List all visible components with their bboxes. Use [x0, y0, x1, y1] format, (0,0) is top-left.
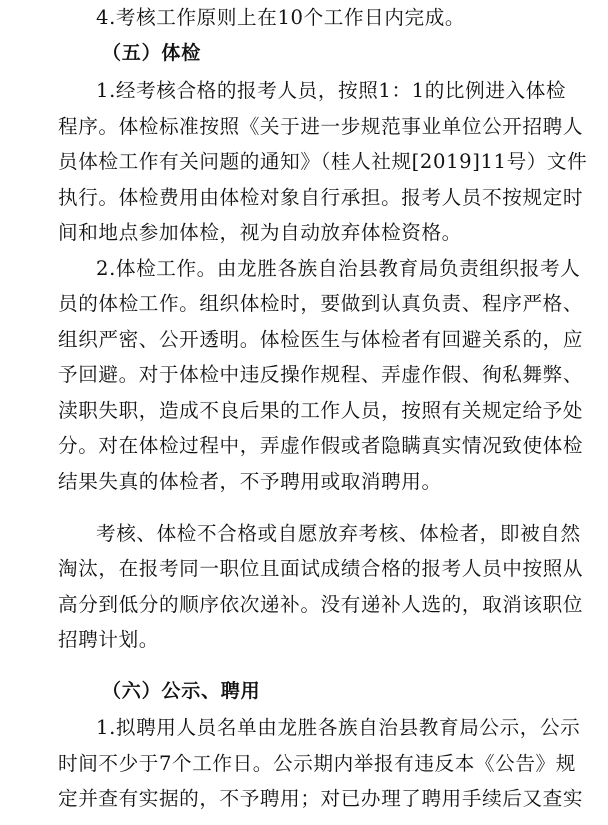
- paragraph-line: 4.考核工作原则上在10个工作日内完成。: [96, 6, 466, 29]
- paragraph-line: 结果失真的体检者，不予聘用或取消聘用。: [58, 470, 442, 493]
- section-heading-5: （五）体检: [102, 42, 202, 64]
- paragraph-line: 组织严密、公开透明。体检医生与体检者有回避关系的，应: [58, 328, 584, 351]
- paragraph-line: 2.体检工作。由龙胜各族自治县教育局负责组织报考人: [96, 257, 581, 280]
- paragraph-line: 予回避。对于体检中违反操作规程、弄虚作假、徇私舞弊、: [58, 363, 584, 386]
- paragraph-line: 员的体检工作。组织体检时，要做到认真负责、程序严格、: [58, 292, 584, 315]
- paragraph-line: 招聘计划。: [58, 628, 159, 651]
- paragraph-line: 淘汰，在报考同一职位且面试成绩合格的报考人员中按照从: [58, 557, 584, 580]
- paragraph-line: 高分到低分的顺序依次递补。没有递补人选的，取消该职位: [58, 593, 584, 616]
- section-heading-6: （六）公示、聘用: [102, 680, 261, 702]
- paragraph-line: 员体检工作有关问题的通知》（桂人社规[2019]11号）文件: [58, 150, 588, 173]
- paragraph-line: 1.拟聘用人员名单由龙胜各族自治县教育局公示，公示: [96, 716, 581, 739]
- paragraph-line: 渎职失职，造成不良后果的工作人员，按照有关规定给予处: [58, 399, 584, 422]
- paragraph-line: 时间不少于7个工作日。公示期内举报有违反本《公告》规: [58, 752, 576, 775]
- paragraph-line: 定并查有实据的，不予聘用；对已办理了聘用手续后又查实: [58, 787, 584, 810]
- paragraph-line: 1.经考核合格的报考人员，按照1：1的比例进入体检: [96, 79, 567, 102]
- paragraph-line: 程序。体检标准按照《关于进一步规范事业单位公开招聘人: [58, 115, 584, 138]
- paragraph-line: 间和地点参加体检，视为自动放弃体检资格。: [58, 221, 462, 244]
- paragraph-line: 执行。体检费用由体检对象自行承担。报考人员不按规定时: [58, 186, 584, 209]
- paragraph-line: 考核、体检不合格或自愿放弃考核、体检者，即被自然: [96, 522, 581, 545]
- paragraph-line: 分。对在体检过程中，弄虚作假或者隐瞒真实情况致使体检: [58, 434, 584, 457]
